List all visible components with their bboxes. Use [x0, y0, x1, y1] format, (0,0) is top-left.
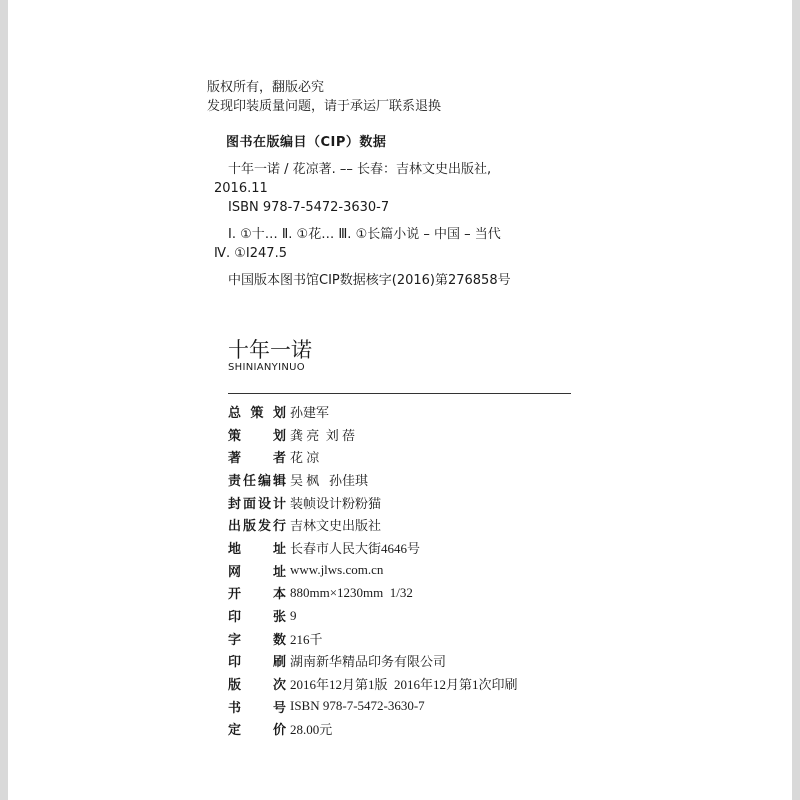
publication-info — [228, 400, 518, 740]
info-row — [228, 468, 518, 491]
info-row — [228, 536, 518, 559]
info-value: 216千 — [290, 631, 323, 647]
info-value: 吉林文史出版社 — [290, 518, 382, 534]
info-row — [228, 627, 518, 650]
info-row — [228, 559, 518, 582]
info-row — [228, 718, 518, 741]
info-value: 880mm×1230mm 1/32 — [290, 584, 413, 600]
info-value: ISBN 978-7-5472-3630-7 — [290, 698, 425, 714]
info-label: 书 号 — [228, 700, 286, 716]
cip-isbn-line: ISBN 978-7-5472-3630-7 — [228, 200, 390, 215]
book-pinyin: SHINIANYINUO — [228, 362, 305, 373]
cip-date-line: 2016.11 — [214, 181, 268, 196]
info-row — [228, 650, 518, 673]
info-label: 字 数 — [228, 632, 286, 648]
info-label: 出版发行 — [228, 519, 286, 535]
book-title: 十年一诺 — [228, 338, 312, 362]
info-label: 定 价 — [228, 723, 286, 739]
info-label: 印 张 — [228, 610, 286, 626]
info-value: 龚 亮 刘 蓓 — [290, 427, 356, 443]
info-row — [228, 491, 518, 514]
info-value: 28.00元 — [290, 722, 333, 738]
info-label: 总 策 划 — [228, 405, 286, 421]
info-label: 网 址 — [228, 564, 286, 580]
info-row — [228, 672, 518, 695]
cip-registration-line: 中国版本图书馆CIP数据核字(2016)第276858号 — [228, 273, 511, 288]
info-row — [228, 604, 518, 627]
info-value: 2016年12月第1版 2016年12月第1次印刷 — [290, 677, 518, 693]
info-value: 孙建军 — [290, 404, 330, 420]
info-label: 著 者 — [228, 451, 286, 467]
info-value: 9 — [290, 607, 297, 623]
right-page-edge — [792, 0, 800, 800]
info-row — [228, 582, 518, 605]
cip-heading: 图书在版编目（CIP）数据 — [226, 135, 387, 150]
info-row — [228, 695, 518, 718]
info-label: 开 本 — [228, 587, 286, 603]
cip-classification-number: Ⅳ. ①I247.5 — [214, 246, 287, 261]
info-label: 版 次 — [228, 678, 286, 694]
info-value: 湖南新华精品印务有限公司 — [290, 654, 447, 670]
info-label: 印 刷 — [228, 655, 286, 671]
info-value: 吴 枫 孙佳琪 — [290, 472, 369, 488]
copyright-line: 版权所有，翻版必究 — [207, 80, 325, 95]
left-page-edge — [0, 0, 8, 800]
info-value: 花 凉 — [290, 450, 320, 466]
info-row — [228, 513, 518, 536]
info-value: 装帧设计粉粉猫 — [290, 495, 382, 511]
cip-classification-line: Ⅰ. ①十… Ⅱ. ①花… Ⅲ. ①长篇小说 – 中国 – 当代 — [228, 227, 501, 242]
copyright-notice — [207, 78, 441, 116]
info-row — [228, 445, 518, 468]
info-label: 责任编辑 — [228, 473, 286, 489]
info-row — [228, 400, 518, 423]
info-value: 长春市人民大街4646号 — [290, 540, 421, 556]
info-row — [228, 423, 518, 446]
info-label: 地 址 — [228, 541, 286, 557]
divider-line — [228, 393, 571, 394]
cip-title-line: 十年一诺 / 花凉著. –– 长春：吉林文史出版社, — [228, 162, 492, 177]
info-value: www.jlws.com.cn — [290, 562, 384, 578]
info-label: 策 划 — [228, 428, 286, 444]
info-label: 封面设计 — [228, 496, 286, 512]
return-policy-line: 发现印装质量问题，请于承运厂联系退换 — [207, 99, 442, 114]
cip-record — [214, 160, 511, 290]
